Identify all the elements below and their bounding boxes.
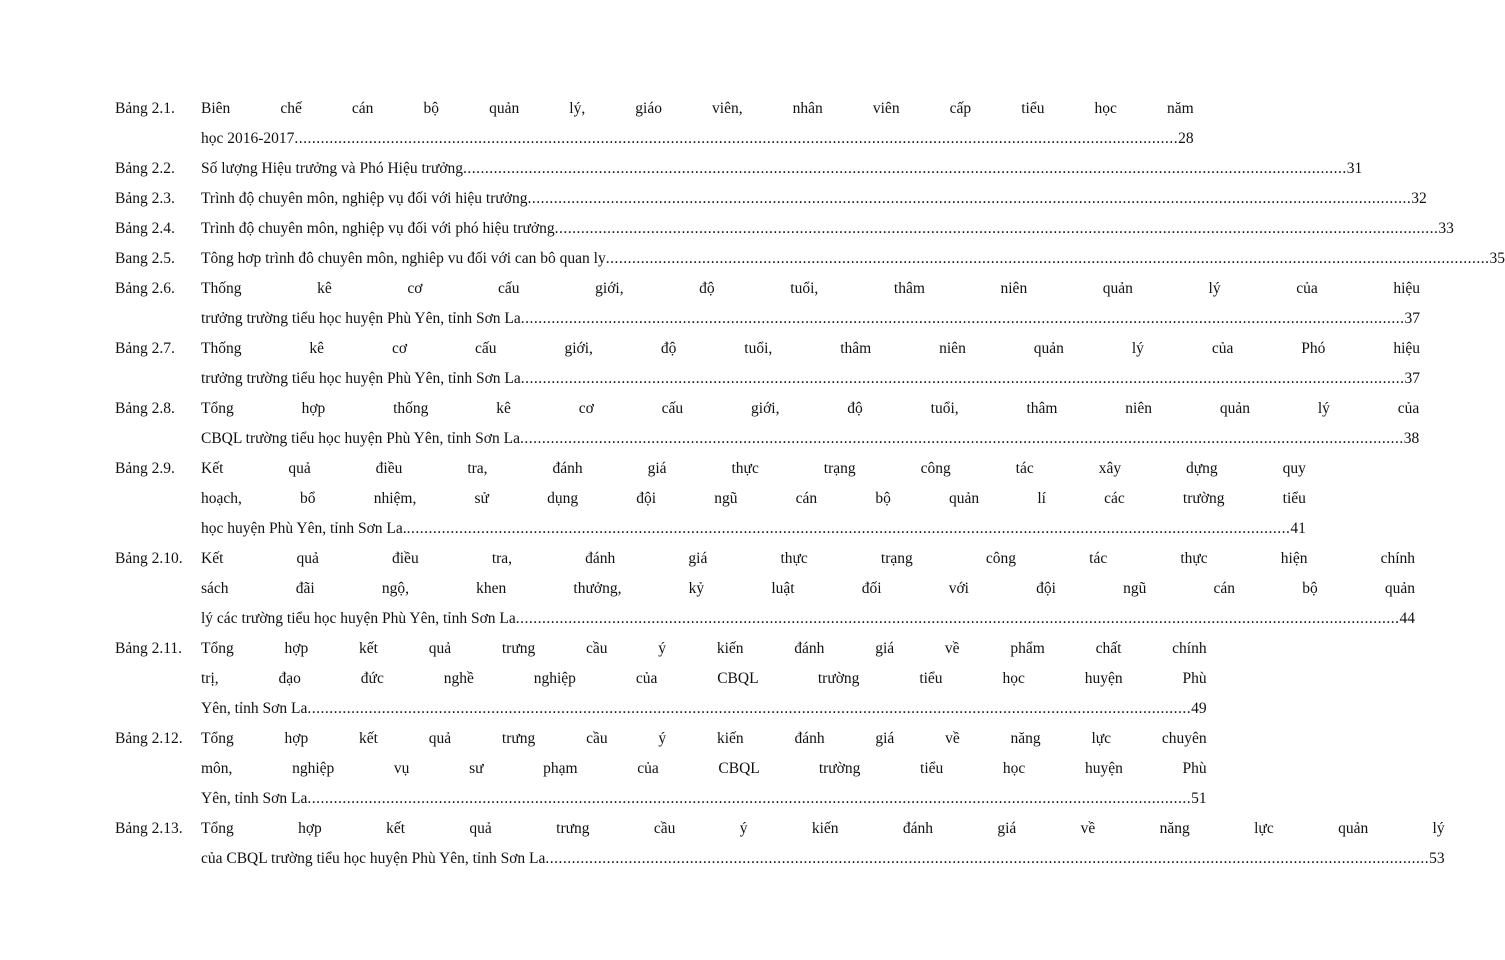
toc-title-last-line	[201, 304, 1420, 334]
toc-title-last-line	[201, 844, 1445, 874]
toc-title-line: Tổng hợp kết quả trưng cầu ý kiến đánh giá về năng lực chuyên	[201, 730, 1207, 747]
toc-entry-title	[201, 244, 1505, 274]
toc-entry-number: Bảng 2.7.	[115, 340, 175, 357]
dot-leader	[307, 694, 1191, 724]
toc-title-line: Tổng hợp thống kê cơ cấu giới, độ tuổi, thâm niên quản lý của	[201, 400, 1420, 417]
toc-title-text: học 2016-2017	[201, 130, 295, 147]
toc-title-line: Kết quả điều tra, đánh giá thực trạng công tác xây dựng quy	[201, 460, 1306, 477]
toc-page-number: 41	[1290, 520, 1306, 537]
toc-title-text: học huyện Phù Yên, tỉnh Sơn La.	[201, 520, 407, 537]
toc-page-number: 31	[1346, 160, 1363, 177]
toc-title-last-line	[201, 364, 1420, 394]
toc-title-text: trưởng trường tiểu học huyện Phù Yên, tỉnh Sơn La	[201, 370, 521, 387]
toc-title-line: môn, nghiệp vụ sư phạm của CBQL trường tiểu học huyện Phù	[201, 760, 1207, 777]
toc-entry-title	[201, 154, 1362, 184]
toc-title-text: trưởng trường tiểu học huyện Phù Yên, tỉnh Sơn La	[201, 310, 521, 327]
dot-leader	[521, 304, 1405, 334]
dot-leader	[545, 844, 1429, 874]
toc-title-last-line	[201, 124, 1194, 154]
toc-title-text: của CBQL trường tiểu học huyện Phù Yên, tỉnh Sơn La	[201, 850, 546, 867]
toc-page-number: 38	[1403, 430, 1420, 447]
toc-entry-number: Bảng 2.9.	[115, 460, 175, 477]
toc-title-line: Kết quả điều tra, đánh giá thực trạng công tác thực hiện chính	[201, 550, 1416, 567]
toc-page-number: 33	[1438, 220, 1454, 237]
toc-entry[interactable]	[115, 724, 1207, 814]
toc-entry-number: Bảng 2.13.	[115, 820, 183, 837]
toc-title-text: Trình độ chuyên môn, nghiệp vụ đối với hiệu trưởng	[201, 190, 528, 207]
toc-title-last-line	[201, 154, 1362, 184]
toc-entry-title	[201, 184, 1427, 214]
toc-entry[interactable]	[115, 184, 1427, 214]
toc-title-text: Yên, tỉnh Sơn La	[201, 790, 308, 807]
toc-title-last-line	[201, 424, 1419, 454]
toc-title-last-line	[201, 784, 1207, 814]
toc-title-text: Số lượng Hiệu trưởng và Phó Hiệu trưởng	[201, 160, 464, 177]
toc-page-number: 53	[1429, 850, 1445, 867]
toc-entry-number: Bảng 2.6.	[115, 280, 175, 297]
toc-title-text: CBQL trường tiểu học huyện Phù Yên, tỉnh Sơn La	[201, 430, 520, 447]
toc-title-last-line	[201, 184, 1427, 214]
toc-entry-title	[201, 214, 1454, 244]
toc-entry-title	[201, 544, 1415, 634]
toc-title-last-line	[201, 244, 1505, 274]
toc-entry[interactable]	[115, 544, 1416, 634]
dot-leader	[606, 244, 1490, 274]
toc-title-line: Thống kê cơ cấu giới, độ tuổi, thâm niên quản lý của hiệu	[201, 280, 1421, 297]
toc-entry[interactable]	[115, 814, 1445, 874]
toc-entry-number: Bảng 2.11.	[115, 640, 183, 657]
toc-entry-title	[201, 94, 1194, 154]
toc-entry-number: Bảng 2.3.	[115, 190, 175, 207]
toc-page-number: 37	[1404, 370, 1421, 387]
toc-entry[interactable]	[115, 334, 1421, 394]
dot-leader	[521, 364, 1405, 394]
toc-entry[interactable]	[115, 214, 1454, 244]
toc-title-line: Tổng hợp kết quả trưng cầu ý kiến đánh giá về năng lực quản lý	[201, 820, 1445, 837]
toc-page-number: 51	[1191, 790, 1207, 807]
toc-title-last-line	[201, 604, 1415, 634]
toc-title-last-line	[201, 214, 1454, 244]
toc-entry-number: Bảng 2.12.	[115, 730, 183, 747]
toc-entry-title	[201, 334, 1420, 394]
toc-entry-title	[201, 814, 1445, 874]
toc-entry-title	[201, 274, 1420, 334]
toc-page-number: 35	[1489, 250, 1505, 267]
toc-entry-number: Bảng 2.4.	[115, 220, 175, 237]
toc-entry[interactable]	[115, 244, 1505, 274]
toc-entry[interactable]	[115, 274, 1421, 334]
toc-title-line: hoạch, bổ nhiệm, sử dụng đội ngũ cán bộ quản lí các trường tiểu	[201, 490, 1306, 507]
toc-entry-number: Bang 2.5.	[115, 250, 175, 267]
toc-entry-number: Bảng 2.2.	[115, 160, 175, 177]
dot-leader	[307, 784, 1191, 814]
toc-page-number: 37	[1404, 310, 1421, 327]
toc-entry[interactable]	[115, 394, 1420, 454]
dot-leader	[407, 514, 1291, 544]
toc-entry-number: Bảng 2.8.	[115, 400, 175, 417]
toc-page-number: 32	[1411, 190, 1427, 207]
toc-entry-title	[201, 454, 1306, 544]
toc-title-text: Tông hơp trình đô chuyên môn, nghiêp vu đối với can bô quan ly	[201, 250, 606, 267]
table-of-contents	[115, 94, 1505, 874]
toc-title-last-line	[201, 694, 1207, 724]
toc-entry[interactable]	[115, 154, 1363, 184]
toc-entry-number: Bảng 2.1.	[115, 100, 175, 117]
toc-title-line: Thống kê cơ cấu giới, độ tuổi, thâm niên quản lý của Phó hiệu	[201, 340, 1421, 357]
toc-title-text: Yên, tỉnh Sơn La	[201, 700, 308, 717]
toc-page-number: 49	[1191, 700, 1207, 717]
toc-entry-title	[201, 634, 1207, 724]
dot-leader	[463, 154, 1347, 184]
toc-title-text: lý các trường tiểu học huyện Phù Yên, tỉnh Sơn La	[201, 610, 516, 627]
toc-entry-number: Bảng 2.10.	[115, 550, 183, 567]
dot-leader	[520, 424, 1404, 454]
toc-entry-title	[201, 724, 1207, 814]
dot-leader	[555, 214, 1439, 244]
toc-title-line: trị, đạo đức nghề nghiệp của CBQL trường tiểu học huyện Phù	[201, 670, 1207, 687]
toc-title-line: sách đãi ngộ, khen thưởng, kỷ luật đối với đội ngũ cán bộ quản	[201, 580, 1416, 597]
toc-title-line: Tổng hợp kết quả trưng cầu ý kiến đánh giá về phẩm chất chính	[201, 640, 1207, 657]
toc-page-number: 44	[1399, 610, 1416, 627]
toc-title-line: Biên chế cán bộ quản lý, giáo viên, nhân viên cấp tiểu học năm	[201, 100, 1194, 117]
toc-title-text: Trình độ chuyên môn, nghiệp vụ đối với phó hiệu trưởng	[201, 220, 555, 237]
toc-entry[interactable]	[115, 634, 1207, 724]
toc-page-number: 28	[1178, 130, 1194, 147]
dot-leader	[516, 604, 1400, 634]
dot-leader	[294, 124, 1178, 154]
toc-title-last-line	[201, 514, 1306, 544]
toc-entry-title	[201, 394, 1419, 454]
toc-entry[interactable]	[115, 94, 1194, 154]
toc-entry[interactable]	[115, 454, 1306, 544]
dot-leader	[527, 184, 1411, 214]
